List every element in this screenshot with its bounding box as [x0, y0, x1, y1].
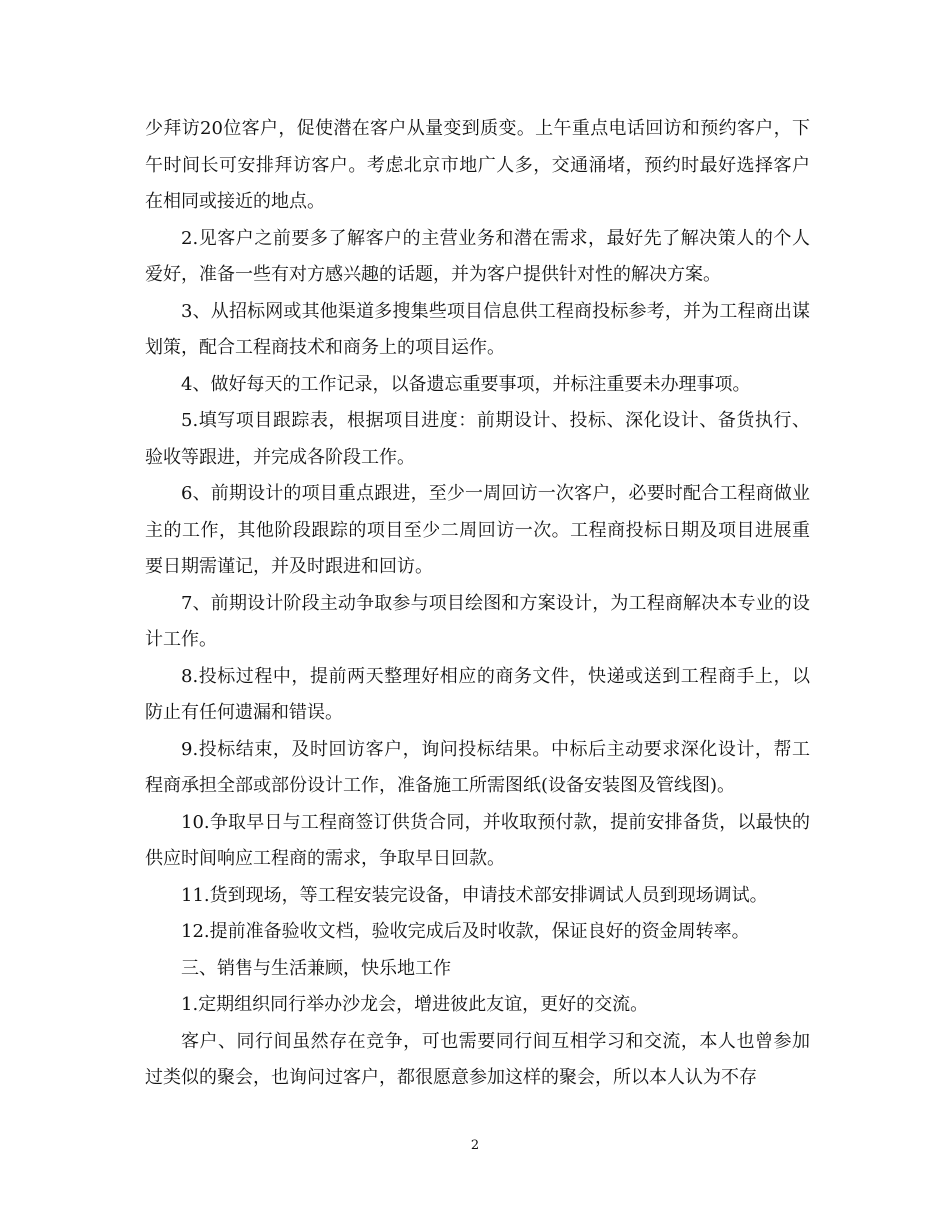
body-text	[145, 111, 810, 1097]
paragraph: 1.定期组织同行举办沙龙会，增进彼此友谊，更好的交流。	[181, 994, 649, 1015]
page-number: 2	[470, 1138, 480, 1153]
paragraph: 少拜访20位客户，促使潜在客户从量变到质变。上午重点电话回访和预约客户，下午时间长可安排拜访客户。考虑北京市地广人多，交通涌堵，预约时最好选择客户在相同或接近的地点。	[145, 118, 810, 212]
paragraph: 3、从招标网或其他渠道多搜集些项目信息供工程商投标参考，并为工程商出谋划策，配合工程商技术和商务上的项目运作。	[145, 300, 810, 358]
section-heading: 三、销售与生活兼顾，快乐地工作	[181, 957, 451, 979]
paragraph: 7、前期设计阶段主动争取参与项目绘图和方案设计，为工程商解决本专业的设计工作。	[145, 592, 810, 650]
paragraph: 9.投标结束，及时回访客户，询问投标结果。中标后主动要求深化设计，帮工程商承担全部或部份设计工作，准备施工所需图纸(设备安装图及管线图)。	[145, 738, 810, 796]
paragraph: 8.投标过程中，提前两天整理好相应的商务文件，快递或送到工程商手上，以防止有任何遗漏和错误。	[145, 665, 810, 723]
paragraph: 11.货到现场，等工程安装完设备，申请技术部安排调试人员到现场调试。	[181, 884, 768, 906]
paragraph: 12.提前准备验收文档，验收完成后及时收款，保证良好的资金周转率。	[181, 921, 750, 942]
paragraph: 6、前期设计的项目重点跟进，至少一周回访一次客户，必要时配合工程商做业主的工作，其他阶段跟踪的项目至少二周回访一次。工程商投标日期及项目进展重要日期需谨记，并及时跟进和回访。	[145, 483, 810, 577]
paragraph: 4、做好每天的工作记录，以备遗忘重要事项，并标注重要未办理事项。	[181, 373, 751, 395]
paragraph: 5.填写项目跟踪表，根据项目进度：前期设计、投标、深化设计、备货执行、验收等跟进，并完成各阶段工作。	[145, 410, 810, 468]
paragraph: 10.争取早日与工程商签订供货合同，并收取预付款，提前安排备货，以最快的供应时间响应工程商的需求，争取早日回款。	[145, 811, 810, 869]
paragraph: 客户、同行间虽然存在竞争，可也需要同行间互相学习和交流，本人也曾参加过类似的聚会，也询问过客户，都很愿意参加这样的聚会，所以本人认为不存	[145, 1030, 810, 1088]
paragraph: 2.见客户之前要多了解客户的主营业务和潜在需求，最好先了解决策人的个人爱好，准备一些有对方感兴趣的话题，并为客户提供针对性的解决方案。	[145, 227, 810, 285]
